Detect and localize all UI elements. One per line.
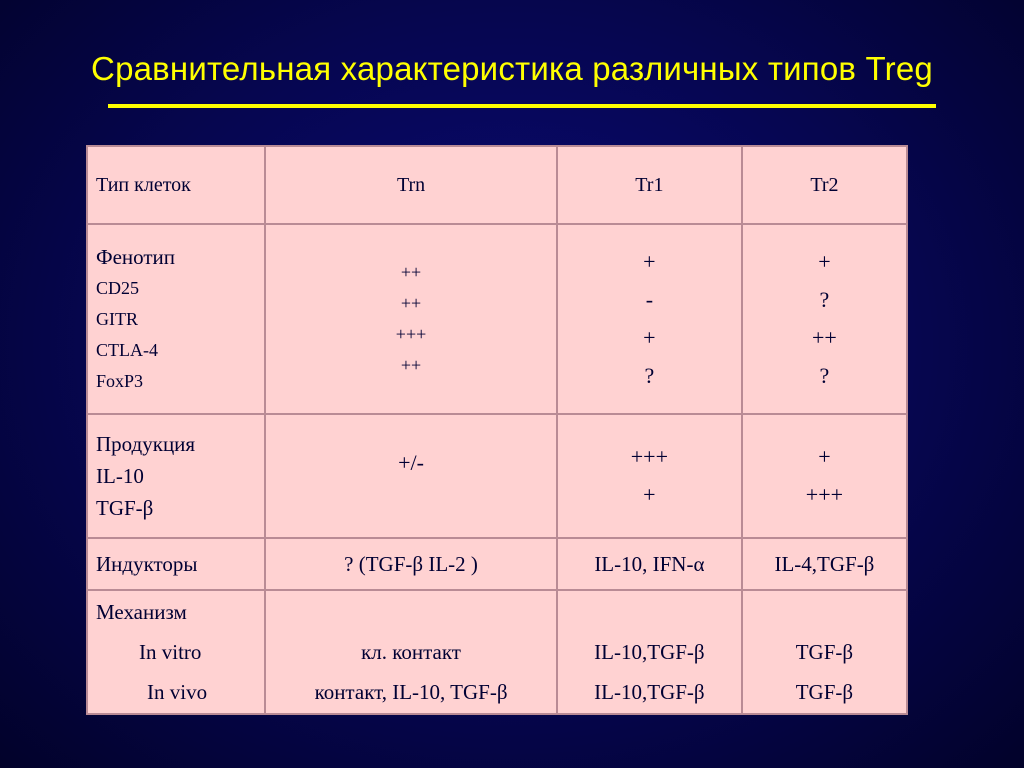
phenotype-marker: CTLA-4 <box>96 340 158 360</box>
slide-title: Сравнительная характеристика различных типов Treg <box>91 50 933 87</box>
mechanism-tr2-value: TGF-β <box>795 680 854 704</box>
phenotype-marker: GITR <box>96 309 138 329</box>
table-header-row <box>87 146 907 224</box>
table-row-mechanism <box>87 590 907 714</box>
production-tr1-value: +++ <box>630 444 668 469</box>
inductors-trn-cell <box>265 538 557 590</box>
header-cell-cell-type <box>87 146 265 224</box>
production-label-cell <box>87 414 265 538</box>
production-trn-value: +/- <box>398 450 424 475</box>
inductors-tr2-cell <box>742 538 907 590</box>
phenotype-trn-value: ++ <box>400 262 422 282</box>
phenotype-trn-value: ++ <box>400 293 422 313</box>
phenotype-tr1-cell <box>557 224 742 414</box>
production-tr2-value: + <box>818 444 831 469</box>
mechanism-tr1-value: IL-10,TGF-β <box>594 640 705 664</box>
table-row-inductors <box>87 538 907 590</box>
inductors-tr1-cell <box>557 538 742 590</box>
phenotype-tr2-value: ++ <box>812 325 837 350</box>
mechanism-tr1-value: IL-10,TGF-β <box>594 680 705 704</box>
mechanism-spacer <box>558 592 741 632</box>
phenotype-tr2-value: ? <box>819 363 830 388</box>
mechanism-spacer <box>743 592 906 632</box>
mechanism-trn-value: контакт, IL-10, TGF-β <box>314 680 508 704</box>
mechanism-item-in-vivo: In vivo <box>147 680 208 704</box>
mechanism-trn-value: кл. контакт <box>361 640 461 664</box>
mechanism-trn-cell <box>265 590 557 714</box>
phenotype-label: Фенотип <box>96 245 176 269</box>
inductors-trn-value: ? (TGF-β IL-2 ) <box>344 551 478 576</box>
header-cell-tr1 <box>557 146 742 224</box>
production-tr1-cell <box>557 414 742 538</box>
treg-comparison-table <box>86 145 908 715</box>
header-cell-type-label: Тип клеток <box>96 173 191 196</box>
table-row-production <box>87 414 907 538</box>
inductors-tr2-value: IL-4,TGF-β <box>774 551 875 576</box>
inductors-tr1-value: IL-10, IFN-α <box>594 551 705 576</box>
mechanism-label-cell <box>87 590 265 714</box>
phenotype-marker: CD25 <box>96 278 140 298</box>
phenotype-tr2-value: + <box>818 249 831 274</box>
header-tr2-label: Tr2 <box>810 173 839 196</box>
production-item: IL-10 <box>96 464 144 488</box>
phenotype-tr2-cell <box>742 224 907 414</box>
title-underline <box>108 104 936 108</box>
production-tr2-cell <box>742 414 907 538</box>
phenotype-marker: FoxP3 <box>96 371 144 391</box>
header-cell-tr2 <box>742 146 907 224</box>
phenotype-trn-value: +++ <box>395 324 427 344</box>
header-tr1-label: Tr1 <box>635 173 664 196</box>
production-trn-cell <box>265 414 557 538</box>
mechanism-tr2-cell <box>742 590 907 714</box>
phenotype-trn-cell <box>265 224 557 414</box>
mechanism-spacer <box>266 592 556 632</box>
inductors-label-cell <box>87 538 265 590</box>
phenotype-tr1-value: ? <box>644 363 655 388</box>
table-row-phenotype <box>87 224 907 414</box>
phenotype-label-cell <box>87 224 265 414</box>
phenotype-trn-value: ++ <box>400 355 422 375</box>
production-tr1-value: + <box>643 482 656 507</box>
phenotype-tr1-value: + <box>643 249 656 274</box>
production-label: Продукция <box>96 432 196 456</box>
production-tr2-value: +++ <box>805 482 844 507</box>
mechanism-tr2-value: TGF-β <box>795 640 854 664</box>
mechanism-tr1-cell <box>557 590 742 714</box>
production-item: TGF-β <box>96 496 154 520</box>
mechanism-label: Механизм <box>96 600 187 624</box>
mechanism-item-in-vitro: In vitro <box>139 640 202 664</box>
inductors-label: Индукторы <box>96 551 198 576</box>
header-trn-label: Trn <box>396 173 426 196</box>
header-cell-trn <box>265 146 557 224</box>
phenotype-tr1-value: - <box>645 287 654 312</box>
phenotype-tr2-value: ? <box>819 287 830 312</box>
phenotype-tr1-value: + <box>643 325 656 350</box>
